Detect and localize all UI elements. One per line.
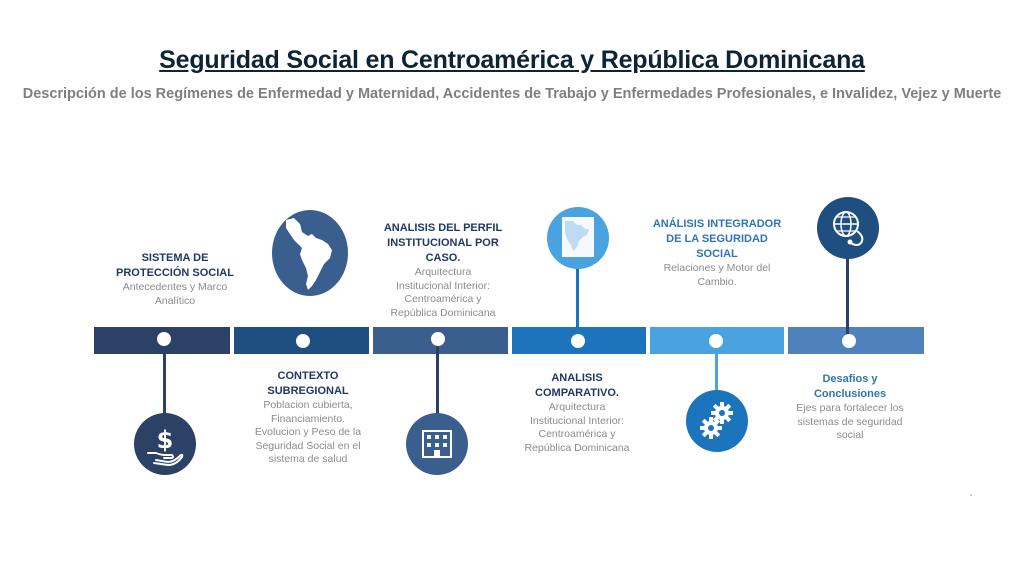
money-hand-icon <box>134 413 196 475</box>
step-6-heading: Desafios y Conclusiones <box>813 373 887 400</box>
timeline-dot-1 <box>157 332 171 346</box>
timeline-segment-6 <box>788 327 924 354</box>
step-5-text <box>644 217 790 289</box>
step-5-heading: ANÁLISIS INTEGRADOR DE LA SEGURIDAD SOCIAL <box>652 218 782 260</box>
step-1-description: Antecedentes y Marco Analítico <box>122 281 228 307</box>
timeline-dot-6 <box>842 334 856 348</box>
step-2-heading: CONTEXTO SUBREGIONAL <box>267 370 349 397</box>
step-1-heading: SISTEMA DE PROTECCIÓN SOCIAL <box>116 252 234 279</box>
globe-stethoscope-icon <box>817 197 879 259</box>
timeline-dot-3 <box>431 332 445 346</box>
stem-4 <box>576 260 579 334</box>
stem-6 <box>846 255 849 335</box>
step-2-text <box>242 369 374 467</box>
step-3-heading: ANALISIS DEL PERFIL INSTITUCIONAL POR CASO. <box>383 222 503 264</box>
svg-text:$: $ <box>156 426 174 454</box>
step-2-description: Poblacion cubierta, Financiamiento. Evolucion y Peso de la Seguridad Social en el sistema de salud <box>254 399 362 465</box>
step-3-description: Arquitectura Institucional Interior: Centroamérica y República Dominicana <box>390 266 496 319</box>
page-subtitle: Descripción de los Regímenes de Enfermedad y Maternidad, Accidentes de Trabajo y Enfermedades Profesionales, e Invalidez, Vejez y Muerte <box>22 86 1002 102</box>
stem-1 <box>163 345 166 420</box>
step-1-text <box>100 251 250 308</box>
decorative-mark <box>970 494 972 496</box>
timeline-dot-5 <box>709 334 723 348</box>
stem-5 <box>715 345 718 390</box>
step-4-description: Arquitectura Institucional Interior: Centroamérica y República Dominicana <box>524 401 630 454</box>
step-5-description: Relaciones y Motor del Cambio. <box>663 262 771 288</box>
step-4-text <box>510 371 644 455</box>
stem-3 <box>436 345 439 417</box>
step-4-heading: ANALISIS COMPARATIVO. <box>535 372 619 399</box>
page-title: Seguridad Social en Centroamérica y República Dominicana <box>159 46 865 74</box>
building-icon <box>406 413 468 475</box>
step-3-text <box>372 221 514 320</box>
central-america-map-icon <box>547 207 609 269</box>
gears-icon <box>686 390 748 452</box>
latin-america-map-icon <box>272 210 348 296</box>
timeline-dot-4 <box>571 334 585 348</box>
step-6-text <box>782 372 918 443</box>
timeline-dot-2 <box>296 334 310 348</box>
step-6-description: Ejes para fortalecer los sistemas de seguridad social <box>796 402 904 441</box>
